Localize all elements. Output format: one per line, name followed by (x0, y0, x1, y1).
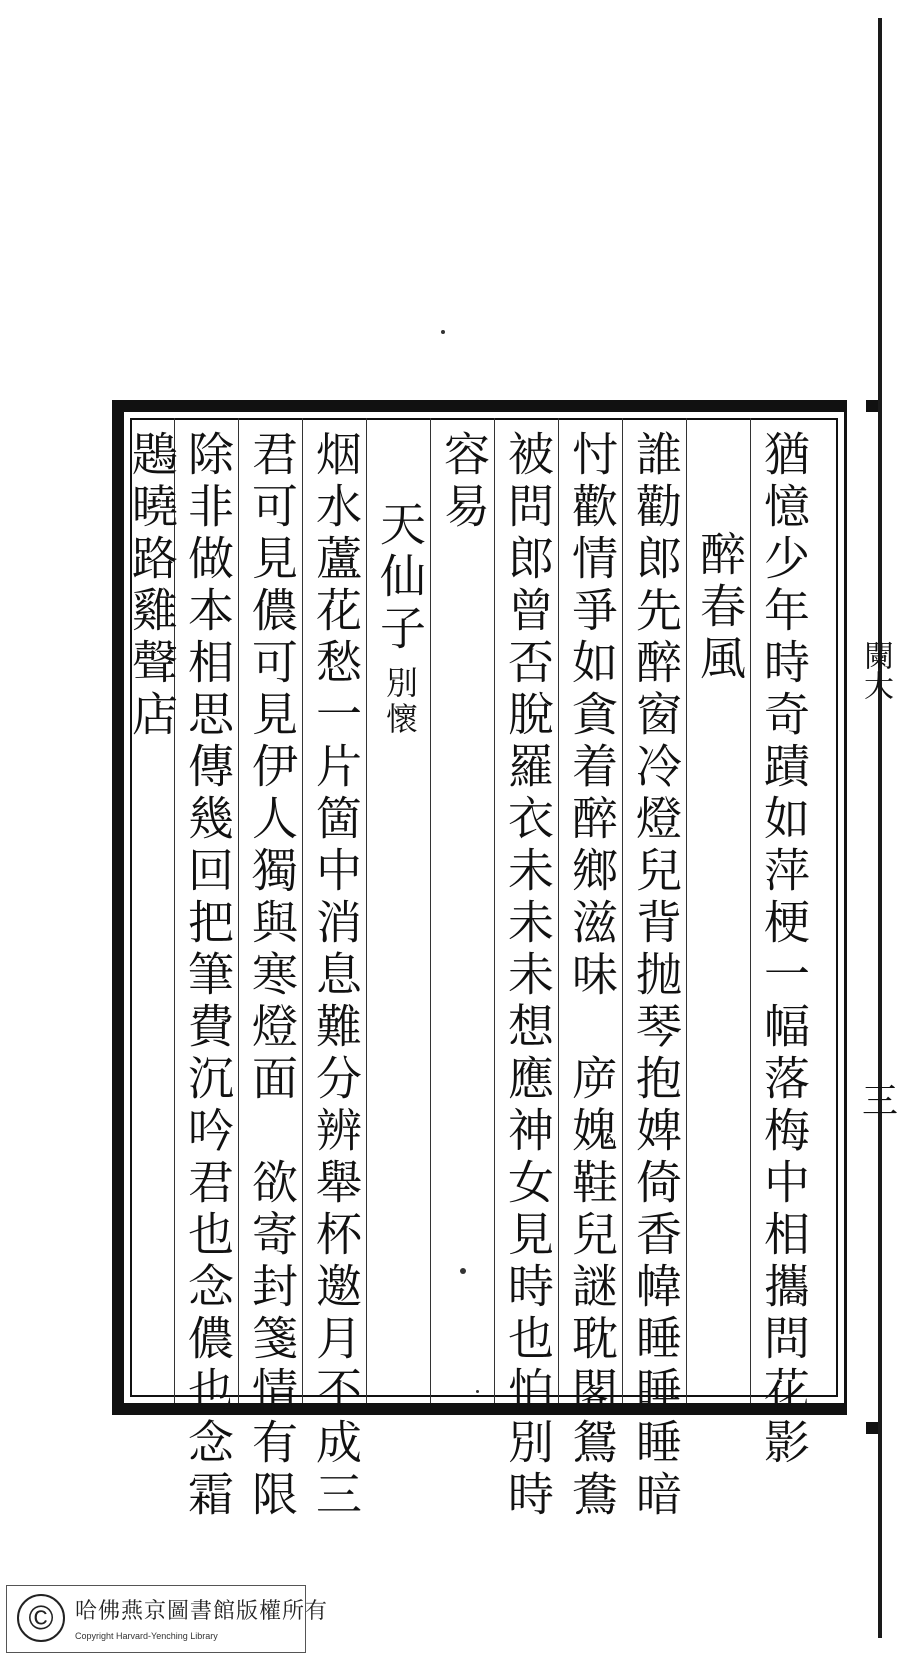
text-column-1: 猶憶少年時奇蹟如萍梗一幅落梅中相攜問花影 (757, 430, 811, 1470)
text-column-9: 君可見儂可見伊人獨與寒燈面 欲寄封箋情有限 (245, 430, 299, 1522)
fold-fragment-top: 闌大 (858, 640, 893, 700)
text-column-10: 除非做本相思傳幾回把筆費沉吟君也念儂也念霜 (181, 430, 235, 1522)
text-column-5: 被問郎曾否脫羅衣未未未想應神女見時也怕別時 (501, 430, 555, 1522)
text-column-4: 忖歡情爭如貪着醉鄉滋味 㡿媿鞋兒謎耽閣鴛鴦 (565, 430, 619, 1522)
stamp-chinese-text: 哈佛燕京圖書館版權所有 (75, 1599, 329, 1624)
ci-title-zuichunfeng: 醉春風 (693, 530, 747, 686)
scan-speck (476, 1390, 479, 1393)
ci-subtitle-biehuai: 別懷 (381, 666, 419, 738)
text-column-11: 鶗曉路雞聲店 (125, 430, 179, 742)
copyright-icon: © (17, 1594, 65, 1642)
text-column-8: 烟水蘆花愁一片箇中消息難分辨舉杯邀月不成三 (309, 430, 363, 1522)
ci-title-tianxianzi (368, 430, 432, 1475)
scan-speck (460, 1268, 466, 1274)
fold-fragment-bottom: 三 (862, 1081, 899, 1122)
fold-strip (866, 400, 878, 1434)
text-column-6: 容易 (437, 430, 491, 534)
text-column-3: 誰勸郎先醉窗冷燈兒背抛琴抱婢倚香幃睡睡睡暗 (629, 430, 683, 1522)
page-spine-line (878, 18, 882, 1638)
stamp-english-text: Copyright Harvard-Yenching Library (75, 1631, 218, 1641)
scan-speck (441, 330, 445, 334)
ci-title-tianxianzi-text: 天仙子 (373, 500, 427, 656)
library-stamp (6, 1585, 329, 1653)
